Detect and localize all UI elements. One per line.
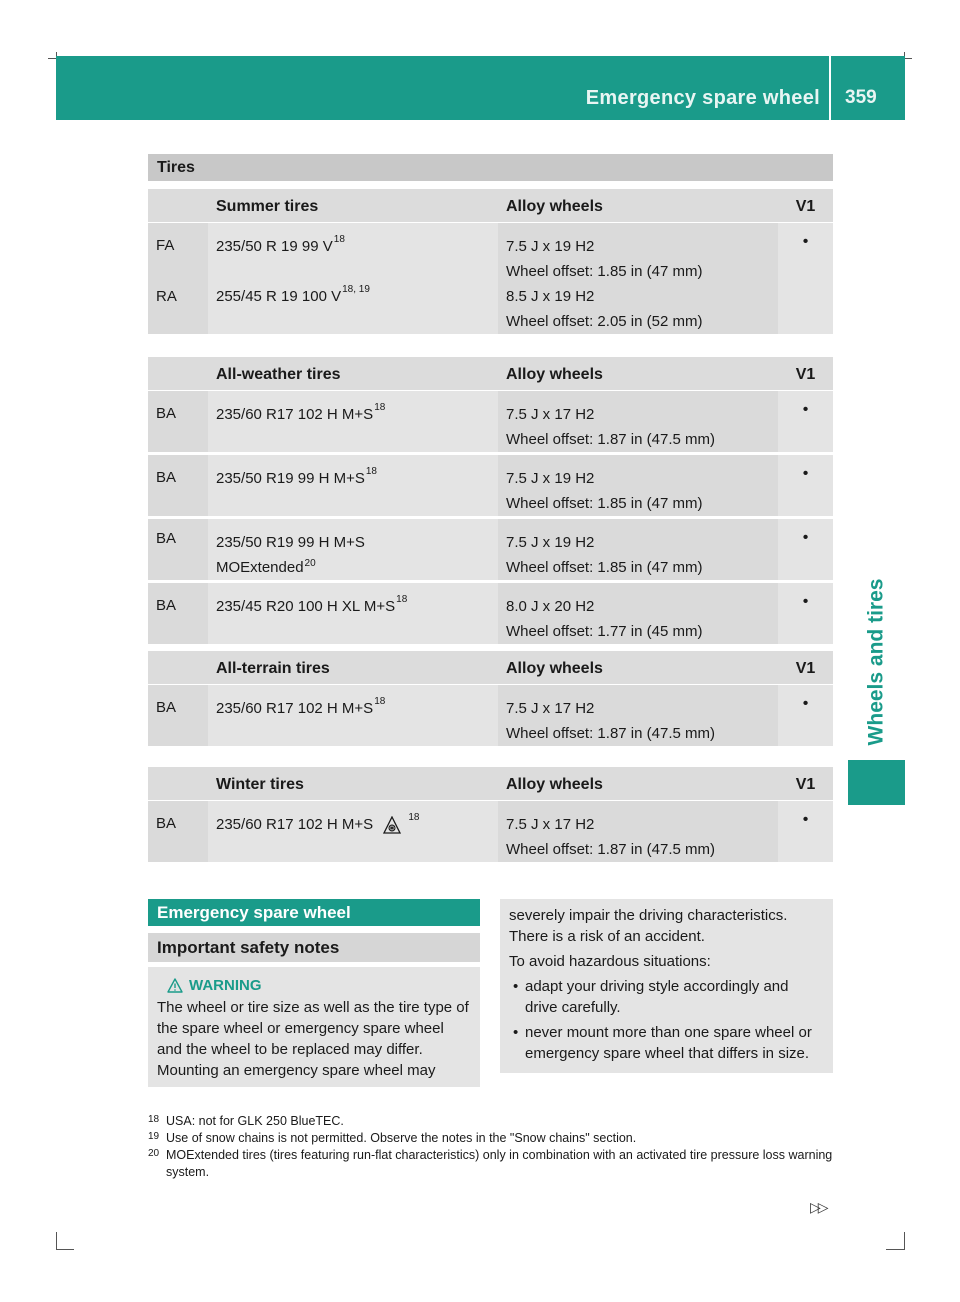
table-header: Alloy wheels	[498, 651, 778, 684]
table-header: Summer tires	[208, 189, 498, 222]
tire-size: 235/60 R17 102 H M+S $^{18}$	[208, 800, 498, 862]
footnote	[148, 1113, 838, 1130]
position-label: RA	[156, 287, 177, 305]
all-weather-tires-table	[148, 357, 833, 644]
side-tab-block	[848, 760, 905, 805]
wheel-spec: 7.5 J x 19 H2	[506, 469, 595, 487]
table-row	[148, 684, 833, 746]
wheel-offset: Wheel offset: 1.87 in (47.5 mm)	[506, 840, 715, 858]
position-label: FA	[156, 236, 175, 254]
approved-mark: •	[778, 583, 833, 644]
table-row	[148, 455, 833, 516]
list-item: • adapt your driving style accordingly and drive carefully.	[509, 976, 824, 1018]
wheel-offset: Wheel offset: 2.05 in (52 mm)	[506, 312, 703, 330]
table-header: V1	[778, 357, 833, 390]
list-item: • never mount more than one spare wheel or emergency spare wheel that differs in size.	[509, 1022, 824, 1064]
approved-mark: •	[778, 684, 833, 746]
warning-label: WARNING	[189, 977, 262, 994]
side-tab-label: Wheels and tires	[864, 578, 888, 746]
table-header: Alloy wheels	[498, 767, 778, 800]
table-header	[148, 189, 208, 222]
table-header: V1	[778, 189, 833, 222]
table-header: V1	[778, 651, 833, 684]
page-header	[56, 56, 905, 120]
table-row	[148, 519, 833, 580]
wheel-spec: 7.5 J x 19 H2	[506, 533, 595, 551]
winter-tires-table	[148, 767, 833, 862]
tires-title: Tires	[148, 154, 833, 181]
crop-mark	[904, 1232, 905, 1250]
approved-mark: •	[778, 800, 833, 862]
table-header: All-weather tires	[208, 357, 498, 390]
table-header: Winter tires	[208, 767, 498, 800]
footnote-text: USA: not for GLK 250 BlueTEC.	[166, 1114, 344, 1128]
footnote-text: Use of snow chains is not permitted. Observe the notes in the "Snow chains" section.	[166, 1131, 637, 1145]
crop-mark	[886, 1249, 904, 1250]
wheel-spec: 7.5 J x 17 H2	[506, 699, 595, 717]
wheel-offset: Wheel offset: 1.87 in (47.5 mm)	[506, 724, 715, 742]
warning-box	[148, 967, 480, 1087]
table-row	[148, 390, 833, 452]
footnote-number: 20	[148, 1148, 160, 1159]
footnote-number: 19	[148, 1131, 160, 1142]
warning-text: The wheel or tire size as well as the tire type of the spare wheel or emergency spare wheel and the wheel to be replaced may differ. Mounting an emergency spare wheel may	[157, 999, 469, 1079]
tire-size: 235/50 R19 99 H $M+S^{18}$	[208, 455, 498, 516]
tire-size: 235/60 R17 102 H $M+S^{18}$	[208, 390, 498, 452]
avoid-text: To avoid hazardous situations:	[509, 953, 711, 970]
crop-mark	[56, 1249, 74, 1250]
position-label: BA	[148, 684, 208, 746]
subsection-title: Important safety notes	[148, 933, 480, 962]
continue-marker: ▷▷	[810, 1199, 826, 1215]
tire-size: 235/50 R19 99 H M+S MOExtended$^{20}$	[208, 519, 498, 580]
approved-mark: •	[778, 519, 833, 580]
table-header: Alloy wheels	[498, 189, 778, 222]
table-header: Alloy wheels	[498, 357, 778, 390]
warning-continued-text: severely impair the driving characteristics. There is a risk of an accident.	[509, 907, 788, 945]
tire-size: 255/45 R 19 100 V$^{18, 19}$	[216, 283, 370, 305]
wheel-offset: Wheel offset: 1.85 in (47 mm)	[506, 262, 703, 280]
tire-size: 235/45 R20 100 H XL $M+S^{18}$	[208, 583, 498, 644]
approved-mark: •	[778, 390, 833, 452]
footnote	[148, 1130, 838, 1147]
table-header	[148, 651, 208, 684]
warning-heading	[167, 975, 471, 996]
approved-mark: •	[778, 455, 833, 516]
table-header: All-terrain tires	[208, 651, 498, 684]
all-terrain-tires-table	[148, 651, 833, 746]
footnote-number: 18	[148, 1114, 160, 1125]
page-number: 359	[845, 87, 877, 108]
position-label: BA	[148, 519, 208, 580]
footnote	[148, 1147, 838, 1181]
position-label: BA	[148, 800, 208, 862]
warning-continued-box	[500, 899, 833, 1073]
wheel-spec: 7.5 J x 17 H2	[506, 815, 595, 833]
section-title: Emergency spare wheel	[148, 899, 480, 926]
snowflake-mountain-icon	[383, 816, 401, 834]
wheel-spec: 7.5 J x 17 H2	[506, 405, 595, 423]
wheel-offset: Wheel offset: 1.85 in (47 mm)	[506, 494, 703, 512]
table-header	[148, 357, 208, 390]
wheel-offset: Wheel offset: 1.87 in (47.5 mm)	[506, 430, 715, 448]
approved-mark: •	[778, 222, 833, 334]
table-row	[148, 583, 833, 644]
tire-size: 235/60 R17 102 H $M+S^{18}$	[208, 684, 498, 746]
side-tab	[848, 569, 905, 755]
warning-triangle-icon	[167, 978, 183, 993]
summer-tires-table	[148, 189, 833, 334]
position-label: BA	[148, 455, 208, 516]
wheel-offset: Wheel offset: 1.77 in (45 mm)	[506, 622, 703, 640]
tire-size: 235/50 R 19 99 $V^{18}$	[216, 233, 345, 255]
header-divider	[829, 56, 831, 120]
table-row	[148, 800, 833, 862]
position-label: BA	[148, 390, 208, 452]
footnotes	[148, 1113, 838, 1181]
safety-list	[509, 976, 824, 1064]
header-title: Emergency spare wheel	[585, 87, 820, 109]
table-row	[148, 222, 833, 334]
position-label: BA	[148, 583, 208, 644]
wheel-spec: 8.0 J x 20 H2	[506, 597, 595, 615]
footnote-text: MOExtended tires (tires featuring run-flat characteristics) only in combination with an activated tire pressure loss warning system.	[166, 1148, 833, 1179]
wheel-offset: Wheel offset: 1.85 in (47 mm)	[506, 558, 703, 576]
wheel-spec: 8.5 J x 19 H2	[506, 287, 595, 305]
crop-mark	[56, 1232, 57, 1250]
table-header: V1	[778, 767, 833, 800]
wheel-spec: 7.5 J x 19 H2	[506, 237, 595, 255]
table-header	[148, 767, 208, 800]
